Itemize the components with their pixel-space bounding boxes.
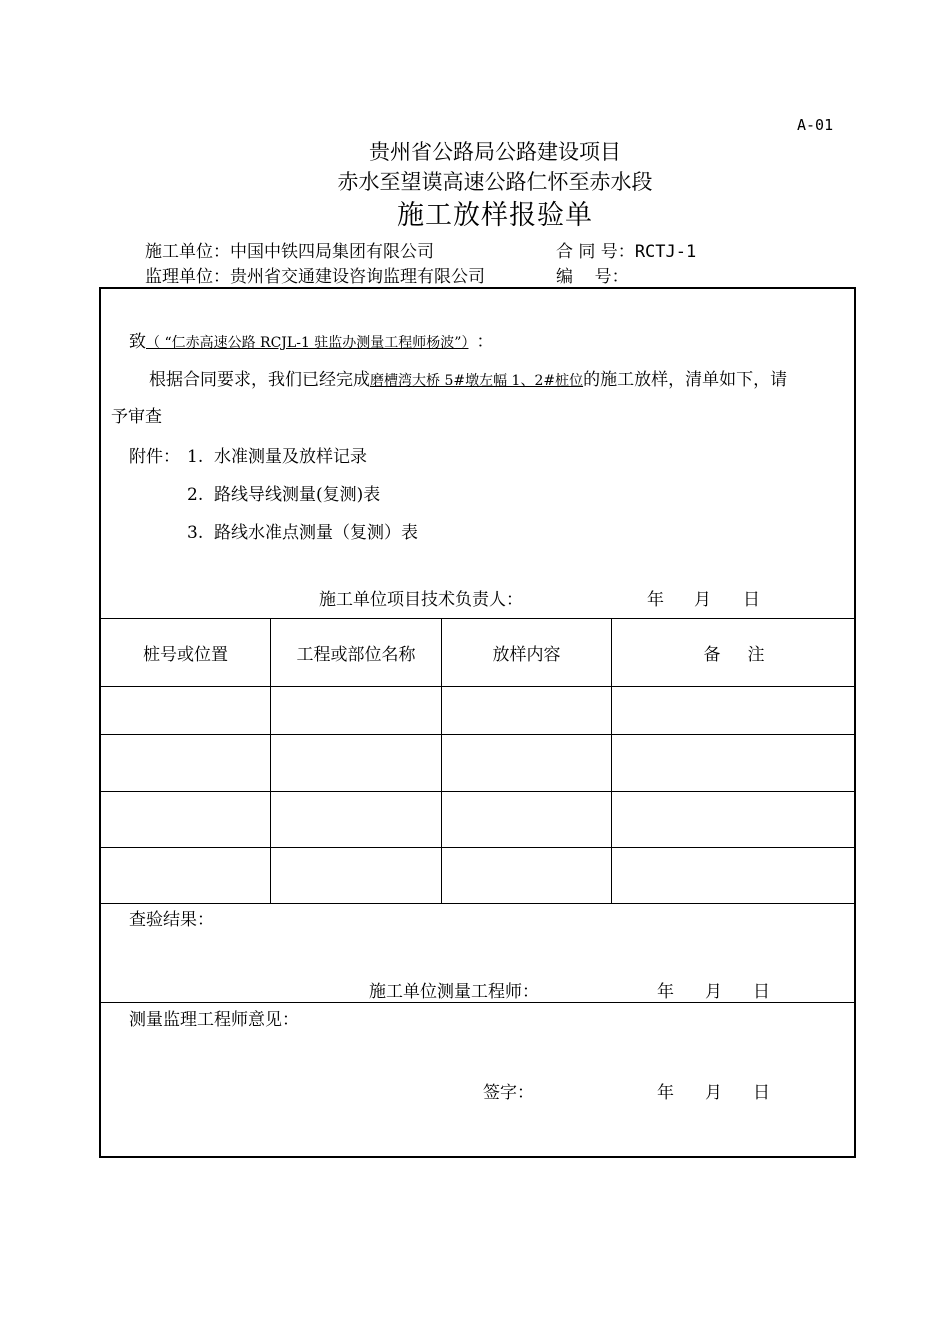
construction-unit-row — [145, 237, 434, 262]
construction-unit-label: 施工单位： — [145, 242, 230, 262]
table-bottom-border — [101, 903, 854, 904]
addressee-recipient: （ “仁赤高速公路 RCJL-1 驻监办测量工程师杨波”） — [146, 335, 469, 351]
signature-label: 签字： — [483, 1083, 534, 1103]
attachment-item: 2. 路线导线测量(复测)表 — [187, 485, 381, 505]
supervision-unit-label: 监理单位： — [145, 267, 230, 287]
contract-row — [556, 237, 696, 262]
supervisor-opinion-label: 测量监理工程师意见： — [129, 1010, 299, 1030]
table-header-layout-content: 放样内容 — [492, 644, 561, 665]
addressee-line — [129, 327, 493, 352]
date-day: 日 — [753, 1083, 770, 1103]
inspection-result-label: 查验结果： — [129, 910, 214, 930]
date-month: 月 — [694, 590, 711, 610]
date-month: 月 — [705, 1083, 722, 1103]
contract-label: 合 同 号： — [556, 242, 635, 262]
date-day: 日 — [753, 982, 770, 1002]
table-header-work-name: 工程或部位名称 — [296, 644, 416, 665]
date-year: 年 — [647, 590, 664, 610]
supervision-unit-row — [145, 262, 485, 287]
table-header-location: 桩号或位置 — [143, 644, 228, 665]
supervision-unit-value: 贵州省交通建设咨询监理有限公司 — [230, 267, 485, 287]
table-row-border — [101, 791, 854, 792]
construction-unit-value: 中国中铁四局集团有限公司 — [230, 242, 434, 262]
table-row-border — [101, 847, 854, 848]
form-id: A-01 — [797, 116, 834, 134]
attachment-item: 3. 路线水准点测量（复测）表 — [187, 523, 419, 543]
addressee-suffix: ： — [476, 332, 494, 352]
date-month: 月 — [705, 982, 722, 1002]
table-header-border — [101, 686, 854, 687]
layout-location: 磨槽湾大桥 5#墩左幅 1、2#桩位 — [370, 373, 584, 389]
document-title: 施工放样报验单 — [397, 200, 593, 231]
body-text-before: 根据合同要求，我们已经完成 — [149, 370, 370, 390]
tech-lead-label: 施工单位项目技术负责人： — [319, 590, 523, 610]
title-line-2: 赤水至望谟高速公路仁怀至赤水段 — [337, 170, 653, 194]
attachment-item: 1. 水准测量及放样记录 — [187, 447, 368, 467]
body-paragraph-line2: 予审查 — [111, 407, 162, 427]
contract-number: RCTJ-1 — [634, 242, 697, 262]
number-label: 编 号： — [556, 267, 629, 287]
addressee-prefix: 致 — [129, 332, 146, 352]
date-year: 年 — [657, 982, 674, 1002]
section-divider — [101, 1002, 854, 1003]
table-header-remarks: 备 注 — [703, 644, 765, 665]
survey-engineer-label: 施工单位测量工程师： — [369, 982, 539, 1002]
attachments-label: 附件： — [129, 447, 180, 467]
form-box — [99, 287, 856, 1158]
table-row-border — [101, 734, 854, 735]
title-line-1: 贵州省公路局公路建设项目 — [369, 140, 621, 164]
body-text-after: 的施工放样，清单如下，请 — [583, 370, 788, 390]
date-year: 年 — [657, 1083, 674, 1103]
body-paragraph — [149, 365, 787, 390]
date-day: 日 — [743, 590, 760, 610]
